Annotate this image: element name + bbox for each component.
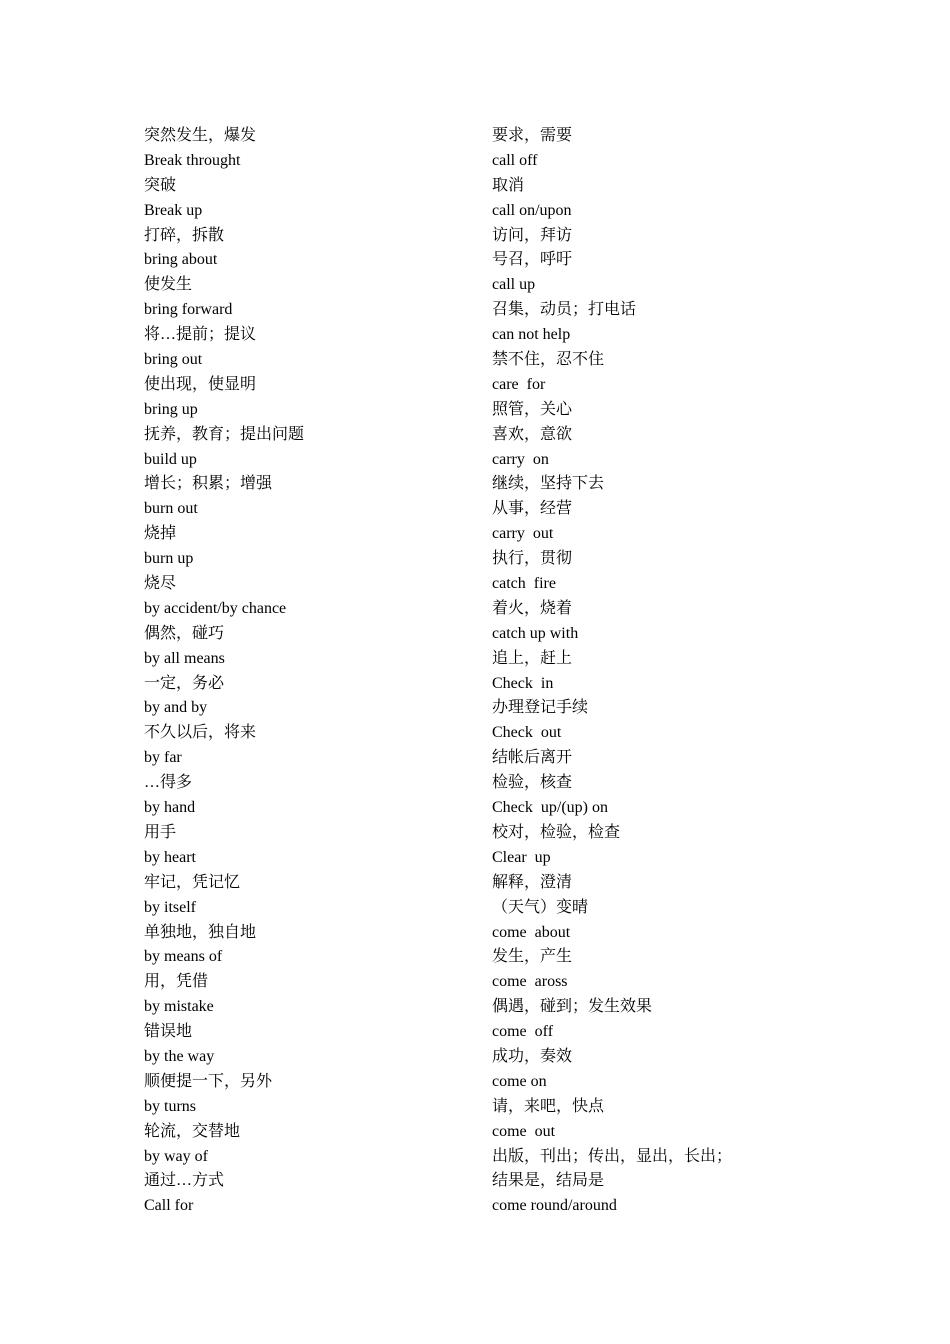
vocab-line: 增长；积累；增强: [144, 475, 273, 493]
vocab-line: 结帐后离开: [492, 749, 573, 767]
vocab-line: 召集，动员；打电话: [492, 301, 637, 319]
vocab-line: 使发生: [144, 276, 193, 294]
vocab-line: carry out: [492, 525, 554, 543]
vocab-line: come on: [492, 1072, 547, 1090]
vocab-line: come about: [492, 923, 571, 941]
vocab-line: bring up: [144, 400, 198, 418]
left-column: [144, 124, 464, 1219]
vocab-line: burn up: [144, 550, 194, 568]
vocab-line: 从事，经营: [492, 500, 573, 518]
vocab-line: by accident/by chance: [144, 599, 287, 617]
vocab-line: can not help: [492, 326, 571, 344]
vocab-line: 烧尽: [144, 575, 177, 593]
vocab-line: （天气）变晴: [492, 898, 589, 916]
vocab-line: 解释，澄清: [492, 873, 573, 891]
vocab-line: 要求，需要: [492, 127, 573, 144]
vocab-line: call on/upon: [492, 201, 572, 219]
vocab-line: by turns: [144, 1097, 196, 1115]
vocab-line: Break up: [144, 201, 203, 219]
vocab-line: 将…提前；提议: [144, 326, 257, 344]
vocab-line: 出版，刊出；传出，显出，长出；: [492, 1147, 733, 1165]
vocab-line: 突然发生，爆发: [144, 127, 257, 144]
vocab-line: by and by: [144, 699, 208, 717]
vocab-line: by the way: [144, 1047, 215, 1065]
vocab-line: 偶遇，碰到；发生效果: [492, 998, 653, 1016]
vocab-line: by hand: [144, 799, 196, 817]
vocab-line: 成功，奏效: [492, 1047, 573, 1065]
right-column: [492, 124, 792, 1219]
vocab-line: 使出现，使显明: [144, 375, 257, 393]
vocab-line: by way of: [144, 1147, 208, 1165]
vocab-line: 喜欢，意欲: [492, 425, 573, 443]
vocab-line: come out: [492, 1122, 556, 1140]
vocab-line: by all means: [144, 649, 225, 667]
vocab-line: …得多: [144, 774, 193, 792]
vocab-line: 请，来吧，快点: [492, 1097, 605, 1115]
vocab-line: 发生，产生: [492, 948, 573, 966]
vocab-line: by heart: [144, 848, 196, 866]
vocab-line: 单独地，独自地: [144, 923, 257, 941]
vocab-line: 取消: [492, 176, 525, 194]
vocab-line: 不久以后，将来: [144, 724, 257, 742]
vocab-line: 访问，拜访: [492, 226, 573, 244]
vocab-line: 顺便提一下，另外: [144, 1072, 273, 1090]
vocab-line: bring forward: [144, 301, 233, 319]
vocab-line: 结果是，结局是: [492, 1172, 605, 1190]
vocab-line: 突破: [144, 176, 177, 194]
vocab-line: 打碎，拆散: [144, 226, 225, 244]
vocab-line: 禁不住，忍不住: [492, 351, 605, 369]
vocab-line: 烧掉: [144, 525, 177, 543]
vocab-line: build up: [144, 450, 197, 468]
vocab-line: 牢记，凭记忆: [144, 873, 241, 891]
vocab-line: come off: [492, 1023, 554, 1041]
vocab-line: 继续，坚持下去: [492, 475, 605, 493]
vocab-line: 执行，贯彻: [492, 550, 573, 568]
vocab-line: 用手: [144, 823, 177, 841]
vocab-line: 校对，检验，检查: [492, 823, 621, 841]
vocab-line: Check out: [492, 724, 562, 742]
vocab-line: by mistake: [144, 998, 214, 1016]
vocab-line: call up: [492, 276, 536, 294]
vocab-line: bring about: [144, 251, 218, 269]
vocab-line: catch fire: [492, 575, 556, 593]
vocab-line: 号召，呼吁: [492, 251, 573, 269]
vocab-line: 通过…方式: [144, 1172, 225, 1190]
vocab-line: 轮流，交替地: [144, 1122, 241, 1140]
vocab-line: by means of: [144, 948, 223, 966]
vocab-line: 错误地: [144, 1023, 193, 1041]
vocab-line: Check in: [492, 674, 554, 692]
vocab-line: Clear up: [492, 848, 551, 866]
vocab-line: 办理登记手续: [492, 699, 589, 717]
vocab-line: 照管，关心: [492, 400, 573, 418]
vocab-line: 检验，核查: [492, 774, 573, 792]
vocab-line: bring out: [144, 351, 203, 369]
vocab-line: carry on: [492, 450, 549, 468]
vocab-line: by itself: [144, 898, 196, 916]
vocab-line: Check up/(up) on: [492, 799, 608, 817]
vocab-line: by far: [144, 749, 182, 767]
vocab-line: 用，凭借: [144, 973, 209, 991]
vocab-line: 追上，赶上: [492, 649, 573, 667]
vocab-line: 抚养，教育；提出问题: [144, 425, 305, 443]
vocab-line: care for: [492, 375, 546, 393]
vocab-line: 偶然，碰巧: [144, 624, 225, 642]
vocab-line: 着火，烧着: [492, 599, 573, 617]
vocab-line: catch up with: [492, 624, 579, 642]
vocab-line: 一定，务必: [144, 674, 225, 692]
vocab-line: Call for: [144, 1197, 194, 1215]
vocab-line: burn out: [144, 500, 198, 518]
vocab-line: come aross: [492, 973, 568, 991]
vocab-line: Break throught: [144, 151, 241, 169]
vocab-line: come round/around: [492, 1197, 617, 1215]
vocab-line: call off: [492, 151, 538, 169]
